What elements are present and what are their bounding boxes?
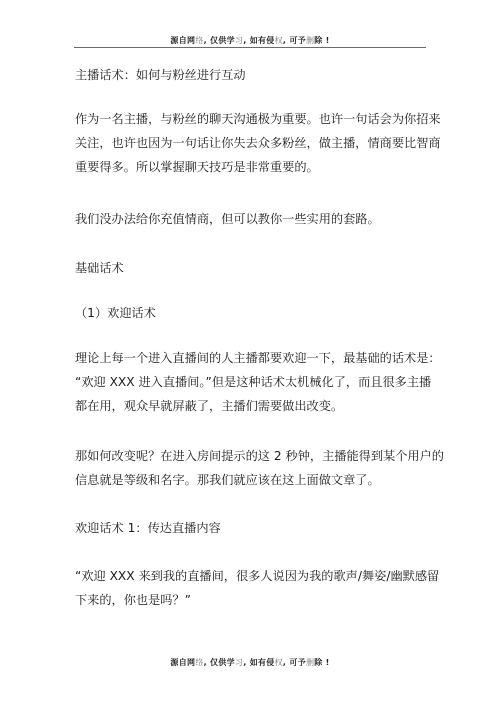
paragraph-5-line-1: “欢迎 XXX 来到我的直播间，很多人说因为我的歌声/舞姿/幽默感留 bbox=[75, 569, 440, 583]
footer-text-e: , 如有侵 bbox=[243, 658, 275, 667]
paragraph-3-line-2: “欢迎 XXX 进入直播间。”但是这种话术太机械化了，而且很多主播 bbox=[75, 375, 432, 389]
paragraph-5-line-2: 下来的，你也是吗？” bbox=[75, 593, 192, 607]
paragraph-1-line-1: 作为一名主播，与粉丝的聊天沟通极为重要。也许一句话会为你招来 bbox=[75, 112, 441, 126]
header-text-h: 删 bbox=[305, 36, 315, 45]
paragraph-4-line-2: 信息就是等级和名字。那我们就应该在这上面做文章了。 bbox=[75, 473, 380, 487]
header-text-b: 络 bbox=[195, 36, 204, 45]
header-text-c: , 仅供学 bbox=[203, 36, 235, 45]
heading-welcome-script-1: 欢迎话术 1：传达直播内容 bbox=[75, 521, 221, 535]
header-divider bbox=[74, 47, 426, 48]
paragraph-4-line-1: 那如何改变呢？在进入房间提示的这 2 秒钟，主播能得到某个用户的 bbox=[75, 449, 444, 463]
header-text-a: 源自网 bbox=[170, 36, 196, 45]
header-text-g: , 可予 bbox=[282, 36, 306, 45]
footer-text-h: 删 bbox=[305, 658, 315, 667]
footer-text-f: 权 bbox=[274, 658, 283, 667]
page-footer bbox=[0, 657, 500, 668]
paragraph-3-line-1: 理论上每一个进入直播间的人主播都要欢迎一下，最基础的话术是： bbox=[75, 351, 441, 365]
paragraph-2: 我们没办法给你充值情商，但可以教你一些实用的套路。 bbox=[75, 212, 380, 226]
footer-text-c: , 仅供学 bbox=[203, 658, 235, 667]
header-text-i: 除 ! bbox=[314, 36, 330, 45]
footer-text-d: 习 bbox=[234, 658, 244, 667]
footer-text-a: 源自网 bbox=[170, 658, 196, 667]
paragraph-3-line-3: 都在用，观众早就屏蔽了，主播们需要做出改变。 bbox=[75, 399, 344, 413]
footer-text-b: 络 bbox=[195, 658, 204, 667]
paragraph-1-line-2: 关注，也许也因为一句话让你失去众多粉丝，做主播，情商要比智商 bbox=[75, 136, 441, 150]
heading-basic-scripts: 基础话术 bbox=[75, 261, 124, 275]
heading-welcome-scripts: （1）欢迎话术 bbox=[75, 306, 156, 320]
header-text-d: 习 bbox=[234, 36, 244, 45]
header-text-e: , 如有侵 bbox=[243, 36, 275, 45]
footer-text-g: , 可予 bbox=[282, 658, 306, 667]
header-text-f: 权 bbox=[274, 36, 283, 45]
document-title: 主播话术：如何与粉丝进行互动 bbox=[75, 68, 246, 82]
paragraph-1-line-3: 重要得多。所以掌握聊天技巧是非常重要的。 bbox=[75, 160, 319, 174]
page-header bbox=[0, 35, 500, 46]
footer-text-i: 除 ! bbox=[314, 658, 330, 667]
